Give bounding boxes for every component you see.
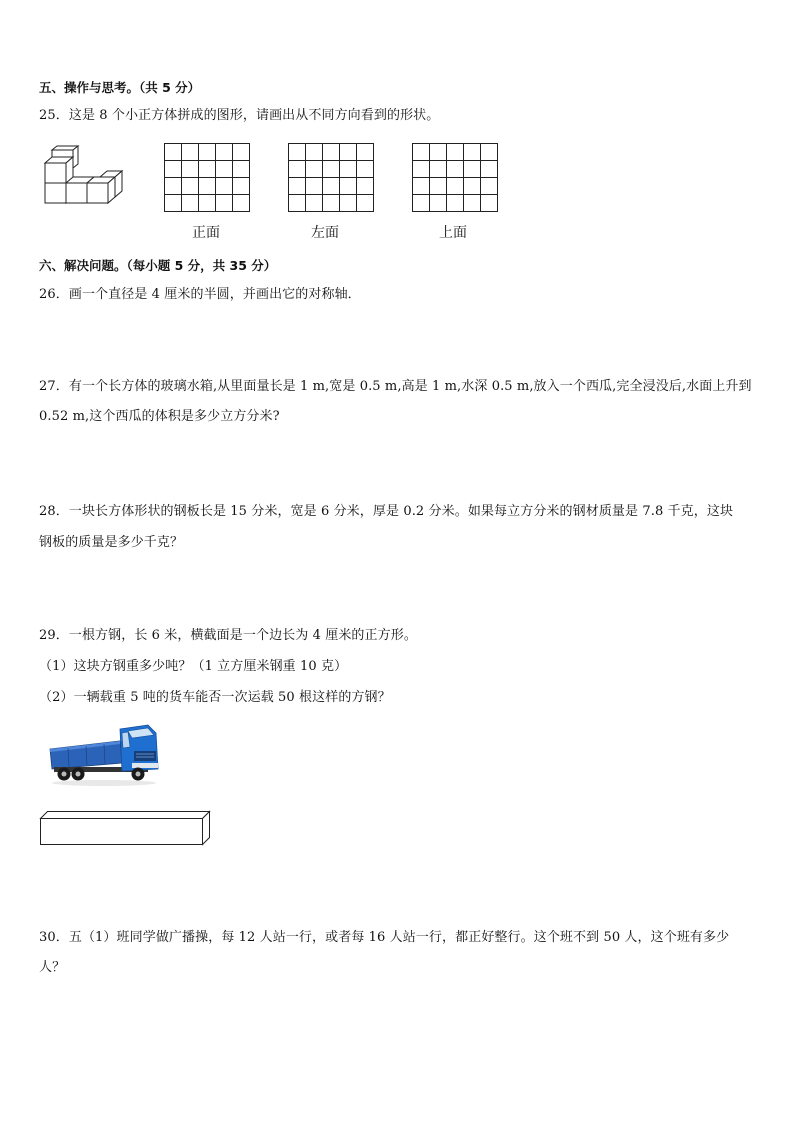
section-five-heading: 五、操作与思考。（共 5 分） bbox=[39, 80, 201, 95]
question-28-line1: 28．一块长方体形状的钢板长是 15 分米，宽是 6 分米，厚是 0.2 分米。如果每立方分米的钢材质量是 7.8 千克，这块 bbox=[39, 504, 734, 519]
question-27-line2: 0.52 m,这个西瓜的体积是多少立方分米? bbox=[39, 409, 280, 424]
steel-bar-figure bbox=[40, 811, 212, 847]
grid-front-view[interactable] bbox=[164, 143, 250, 212]
grid-left-view[interactable] bbox=[288, 143, 374, 212]
question-28-line2: 钢板的质量是多少千克？ bbox=[39, 535, 184, 550]
question-29-sub1: （1）这块方钢重多少吨？（1 立方厘米钢重 10 克） bbox=[39, 659, 348, 674]
grid-label-top: 上面 bbox=[439, 225, 467, 241]
question-29-line1: 29．一根方钢，长 6 米，横截面是一个边长为 4 厘米的正方形。 bbox=[39, 628, 417, 643]
question-26-text: 26．画一个直径是 4 厘米的半圆，并画出它的对称轴． bbox=[39, 287, 361, 302]
question-29-sub2: （2）一辆载重 5 吨的货车能否一次运载 50 根这样的方钢？ bbox=[39, 690, 391, 705]
question-30-line1: 30．五（1）班同学做广播操，每 12 人站一行，或者每 16 人站一行，都正好整行。这个班不到 50 人，这个班有多少 bbox=[39, 930, 730, 945]
question-30-line2: 人？ bbox=[39, 960, 66, 975]
grid-label-front: 正面 bbox=[192, 225, 220, 241]
cube-stack-figure bbox=[44, 146, 124, 206]
section-six-heading: 六、解决问题。（每小题 5 分，共 35 分） bbox=[39, 258, 277, 273]
truck-image bbox=[48, 719, 162, 787]
grid-label-left: 左面 bbox=[311, 225, 339, 241]
question-25-text: 25．这是 8 个小正方体拼成的图形，请画出从不同方向看到的形状。 bbox=[39, 108, 440, 123]
grid-top-view[interactable] bbox=[412, 143, 498, 212]
question-27-line1: 27．有一个长方体的玻璃水箱,从里面量长是 1 m,宽是 0.5 m,高是 1 m,水深 0.5 m,放入一个西瓜,完全浸没后,水面上升到 bbox=[39, 379, 752, 394]
